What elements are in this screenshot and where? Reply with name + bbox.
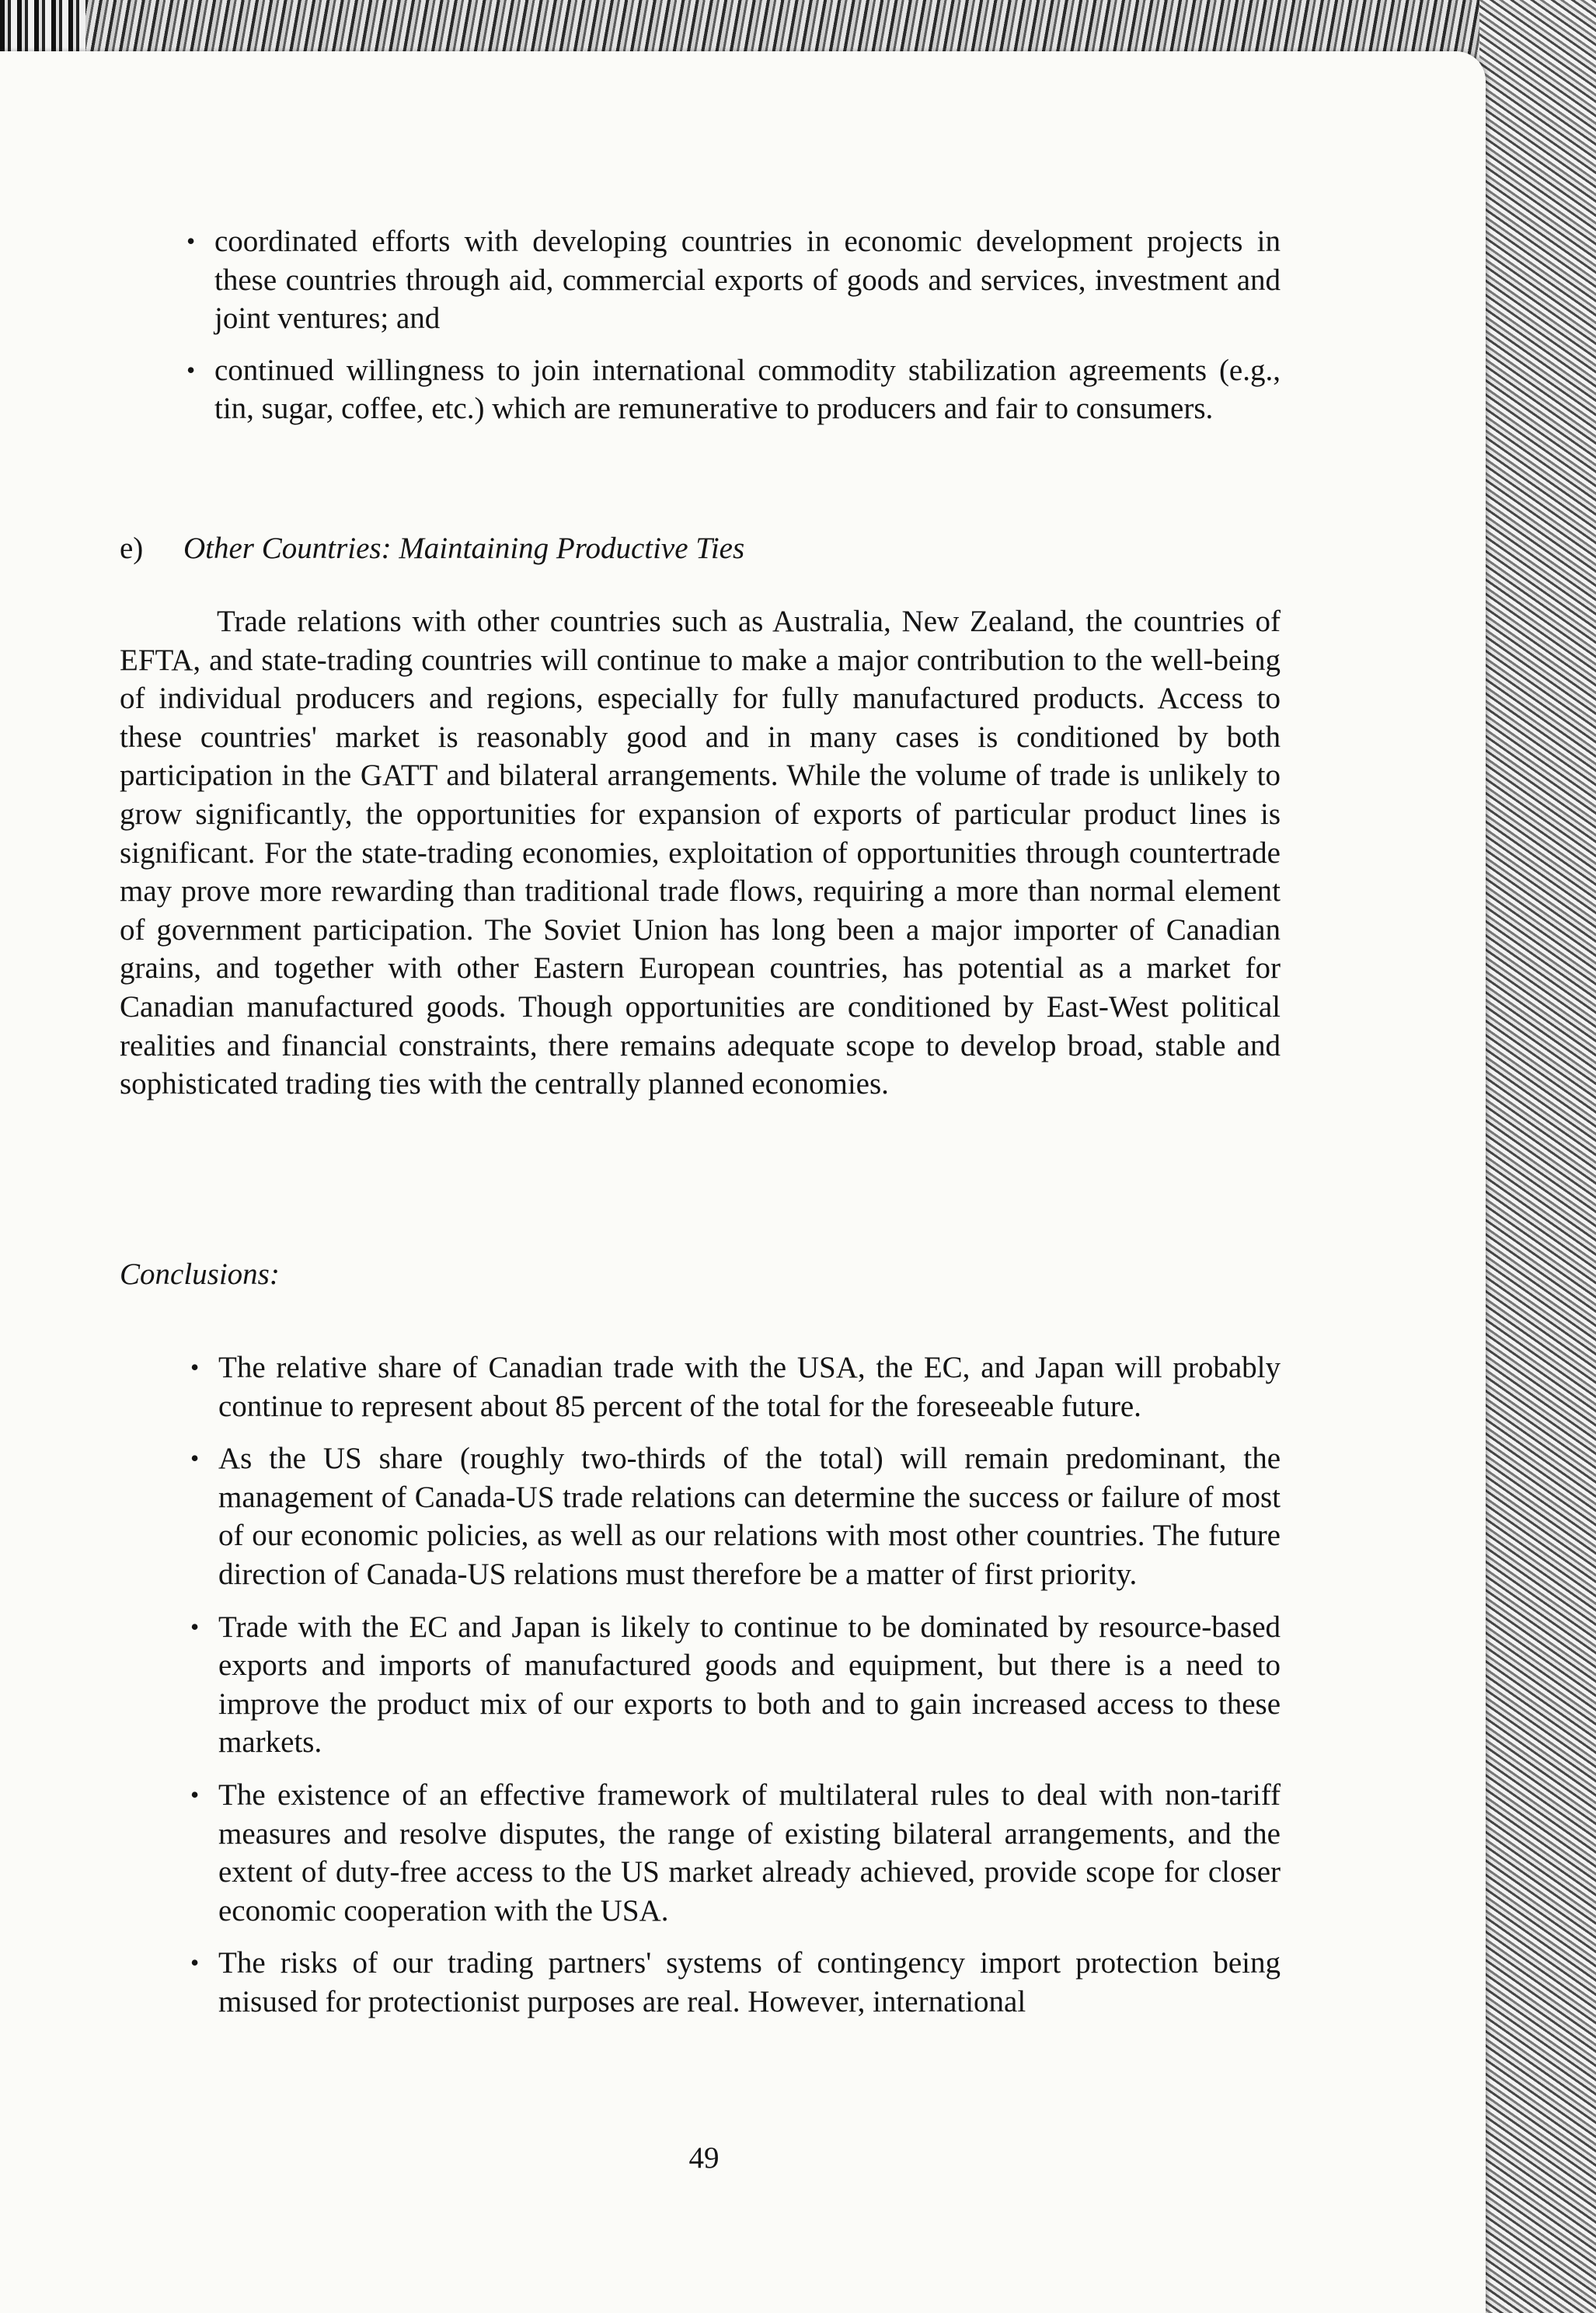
list-item — [186, 351, 1281, 428]
list-item — [190, 1439, 1281, 1593]
bullet-icon: • — [190, 1444, 200, 1473]
bullet-icon: • — [190, 1780, 200, 1809]
conclusions-bullet-list — [190, 1348, 1281, 2022]
bullet-text: Trade with the EC and Japan is likely to continue to be dominated by resource-based exports and imports of manufactured goods and equipment, but there is a need to improve the product mix of our exports to both and to gain increased access to these markets. — [218, 1610, 1281, 1760]
bullet-text: coordinated efforts with developing countries in economic development projects in these countries through aid, commercial exports of goods and services, investment and joint ventures; and — [214, 225, 1281, 336]
list-item — [190, 1348, 1281, 1425]
bullet-text: The existence of an effective framework of multilateral rules to deal with non-tariff measures and resolve disputes, the range of existing bilateral arrangements, and the extent of duty-free access to the US market already achieved, provide scope for closer economic cooperation with the USA. — [218, 1777, 1281, 1928]
bullet-icon: • — [190, 1612, 200, 1641]
intro-bullet-list — [186, 222, 1281, 428]
bullet-text: The risks of our trading partners' systems of contingency import protection being misused for protectionist purposes are real. However, international — [218, 1946, 1281, 2018]
bullet-text: As the US share (roughly two-thirds of the total) will remain predominant, the management of Canada-US trade relations can determine the success or failure of most of our economic policies, as well as our relations with most other countries. The future direction of Canada-US relations must therefore be a matter of first priority. — [218, 1442, 1281, 1591]
list-item — [190, 1608, 1281, 1762]
bullet-icon: • — [190, 1948, 200, 1977]
bullet-text: continued willingness to join international commodity stabilization agreements (e.g., tin, sugar, coffee, etc.) which are remunerative to producers and fair to consumers. — [214, 353, 1281, 426]
list-item — [186, 222, 1281, 338]
bullet-text: The relative share of Canadian trade with the USA, the EC, and Japan will probably continue to represent about 85 percent of the total for the foreseeable future. — [218, 1351, 1281, 1423]
bullet-icon: • — [186, 227, 196, 255]
scan-edge-right — [1479, 0, 1596, 2313]
section-heading — [120, 529, 744, 568]
list-item — [190, 1776, 1281, 1930]
conclusions-heading: Conclusions: — [120, 1258, 280, 1291]
section-label: e) — [120, 532, 144, 565]
section-paragraph: Trade relations with other countries such as Australia, New Zealand, the countries of EFTA, and state-trading countries will continue to make a major contribution to the well-being of individual producers and regions, especially for fully manufactured products. Access to these countries' market is reasonably good and in many cases is conditioned by both participation in the GATT and bilateral arrangements. While the volume of trade is unlikely to grow significantly, the opportunities for expansion of exports of particular product lines is significant. For the state-trading economies, exploitation of opportunities through countertrade may prove more rewarding than traditional trade flows, requiring a more than normal element of government participation. The Soviet Union has long been a major importer of Canadian grains, and together with other Eastern European countries, has potential as a market for Canadian manufactured goods. Though opportunities are conditioned by East-West political realities and financial constraints, there remains adequate scope to develop broad, stable and sophisticated trading ties with the centrally planned economies. — [120, 605, 1281, 1101]
list-item — [190, 1944, 1281, 2021]
bullet-icon: • — [186, 355, 196, 384]
section-title: Other Countries: Maintaining Productive Ties — [183, 532, 745, 565]
page-number: 49 — [688, 2141, 720, 2175]
bullet-icon: • — [190, 1353, 200, 1381]
